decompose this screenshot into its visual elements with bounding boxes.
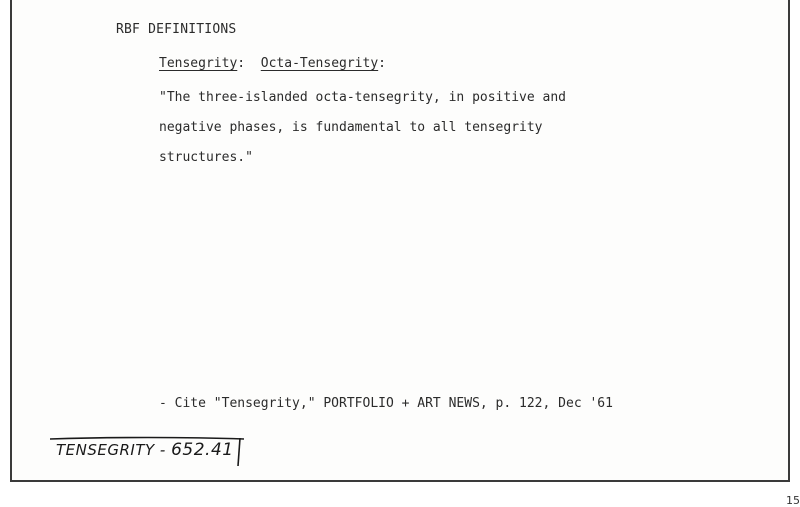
handwritten-label-word: TENSEGRITY [56,441,155,459]
page-number: 15 [786,494,800,507]
quote-line: negative phases, is fundamental to all tensegrity [159,120,543,135]
definition-quote [159,89,566,179]
term-separator: : [237,56,261,71]
term-secondary: Octa-Tensegrity [260,56,379,71]
citation: - Cite "Tensegrity," PORTFOLIO + ART NEWS, p. 122, Dec '61 [159,396,613,411]
handwritten-label-dash: - [154,441,172,459]
handwritten-label [48,436,258,468]
quote-line: "The three-islanded octa-tensegrity, in positive and [159,90,566,105]
card-heading: RBF DEFINITIONS [116,22,237,37]
definition-card [10,0,790,482]
term-primary: Tensegrity [159,56,238,71]
quote-line: structures." [159,150,253,165]
terms-line [159,56,386,71]
handwritten-label-number: 652.41 [171,440,234,460]
handwritten-label-text [56,440,234,460]
term-suffix: : [378,56,386,71]
